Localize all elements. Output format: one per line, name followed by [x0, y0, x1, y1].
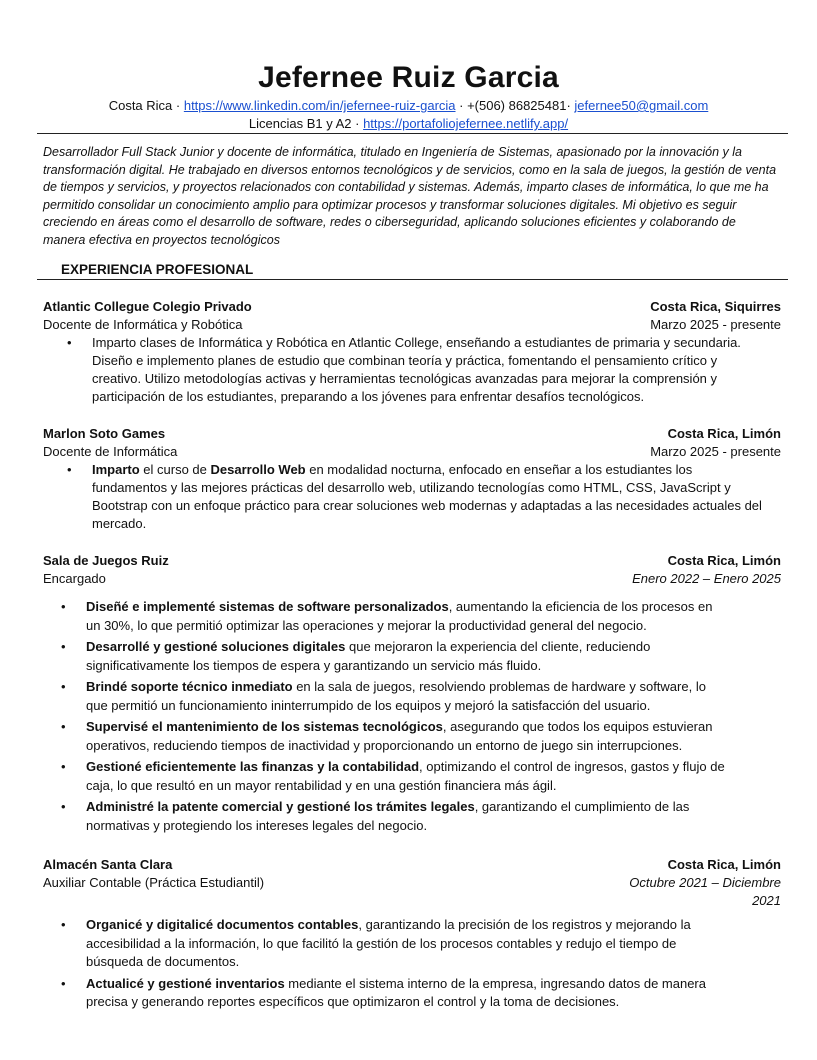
licenses-line	[0, 115, 817, 133]
bullet-bold-text: Supervisé el mantenimiento de los sistemas tecnológicos	[86, 719, 443, 734]
bullet-text: mediante el sistema interno de la empresa, ingresando datos de manera precisa y generando reportes específicos que optimizaron el control y la toma de decisiones.	[86, 975, 706, 1009]
bullet-icon: •	[67, 335, 72, 350]
bullet-text: Imparto clases de Informática y Robótica en Atlantic College, enseñando a estudiantes de primaria y secundaria. Diseño e implemento planes de estudio que combinan teoría y práctica, fomentando el pensamiento crítico y creativo. Utilizo metodologías activas y herramientas tecnológicas avanzadas para mejorar la comprensión y participación de los estudiantes, preparando a los jóvenes para enfrentar desafíos tecnológicos.	[92, 335, 741, 404]
bullet-text: , aumentando la eficiencia de los procesos en un 30%, lo que permitió optimizar las operaciones y mejorar la productividad general del negocio.	[86, 599, 713, 633]
bullet-icon: •	[61, 917, 66, 932]
bullet-text: , garantizando la precisión de los registros y mejorando la accesibilidad a la información, lo que facilitó la gestión de los procesos contables y redujo el tiempo de búsqueda de documentos.	[86, 917, 691, 969]
bullet-bold-text: Brindé soporte técnico inmediato	[86, 679, 293, 694]
header-divider	[37, 133, 788, 134]
job-location: Costa Rica, Siquirres	[650, 299, 781, 314]
job-entry	[43, 552, 781, 838]
section-title-experience: EXPERIENCIA PROFESIONAL	[61, 262, 254, 277]
bullet-text: , garantizando el cumplimiento de las normativas y protegiendo los intereses legales del negocio.	[86, 799, 690, 833]
bullet-icon: •	[67, 462, 72, 477]
bullet-bold-text: Administré la patente comercial y gestioné los trámites legales	[86, 799, 475, 814]
linkedin-link[interactable]: https://www.linkedin.com/in/jefernee-ruiz-garcia	[183, 98, 456, 113]
job-bullets	[43, 916, 781, 1012]
job-bullet	[43, 975, 781, 1012]
bullet-icon: •	[61, 599, 66, 614]
job-company: Sala de Juegos Ruiz	[43, 553, 169, 568]
candidate-name: Jefernee Ruiz Garcia	[258, 61, 559, 94]
bullet-bold-text: Organicé y digitalicé documentos contables	[86, 917, 359, 932]
job-bullet	[43, 598, 781, 635]
bullet-text: en la sala de juegos, resolviendo problemas de hardware y software, lo que permitió un funcionamiento ininterrumpido de los equipos y mejoró la satisfacción del usuario.	[86, 679, 706, 713]
bullet-bold-text: Actualicé y gestioné inventarios	[86, 975, 285, 991]
job-entry	[43, 298, 781, 406]
job-bullet	[43, 798, 781, 835]
job-location: Costa Rica, Limón	[667, 426, 781, 441]
job-role: Docente de Informática y Robótica	[43, 317, 243, 332]
bullet-text: , optimizando el control de ingresos, gastos y flujo de caja, lo que resultó en un mayor rentabilidad y en una gestión financiera más ágil.	[86, 759, 725, 793]
bullet-bold-text: Diseñé e implementé sistemas de software personalizados	[86, 599, 449, 614]
job-company: Atlantic Collegue Colegio Privado	[43, 299, 252, 314]
job-location: Costa Rica, Limón	[667, 553, 781, 568]
job-bullet	[43, 758, 781, 795]
job-bullet	[43, 638, 781, 675]
bullet-text: el curso de	[139, 462, 211, 477]
bullet-bold-text: Imparto	[92, 462, 140, 477]
job-dates: Enero 2022 – Enero 2025	[632, 571, 781, 586]
contact-line	[0, 97, 817, 115]
bullet-icon: •	[61, 639, 66, 654]
job-dates: Marzo 2025 - presente	[650, 444, 781, 459]
job-bullet	[43, 461, 781, 533]
job-role: Auxiliar Contable (Práctica Estudiantil)	[43, 875, 265, 890]
job-location: Costa Rica, Limón	[667, 857, 781, 872]
job-company: Marlon Soto Games	[43, 426, 166, 441]
job-bullet	[43, 718, 781, 755]
licenses-text: Licencias B1 y A2 ·	[248, 116, 364, 131]
job-entry	[43, 425, 781, 533]
bullet-icon: •	[61, 975, 66, 991]
bullet-bold-text: Desarrollo Web	[210, 462, 306, 477]
job-bullet	[43, 678, 781, 715]
job-bullet	[43, 916, 781, 972]
job-dates: Octubre 2021 – Diciembre	[629, 875, 781, 890]
job-bullets	[43, 334, 781, 406]
job-role: Docente de Informática	[43, 444, 178, 459]
contact-phone: · +(506) 86825481·	[455, 98, 575, 113]
bullet-text: en modalidad nocturna, enfocado en enseñar a los estudiantes los fundamentos y las mejores prácticas del desarrollo web, utilizando tecnologías como HTML, CSS, JavaScript y Bootstrap con un enfoque práctico para crear soluciones web modernas y adaptadas a las necesidades actuales del mercado.	[92, 462, 762, 531]
job-role: Encargado	[43, 571, 106, 586]
job-dates-continued: 2021	[752, 893, 781, 908]
bullet-icon: •	[61, 679, 66, 694]
job-bullets	[43, 461, 781, 533]
contact-location: Costa Rica ·	[108, 98, 184, 113]
job-bullets	[43, 598, 781, 835]
professional-summary: Desarrollador Full Stack Junior y docente de informática, titulado en Ingeniería de Sistemas, apasionado por la innovación y la transformación digital. He trabajado en diversos entornos tecnológicos y de servicios, como en la sala de juegos, la gestión de venta de tiempos y servicios, y proyectos relacionados con contabilidad y sistemas. Además, imparto clases de informática, lo que me ha permitido consolidar un conocimiento amplio para optimizar procesos y transformar soluciones digitales. Mi objetivo es seguir creciendo en áreas como el desarrollo de software, redes o ciberseguridad, aplicando soluciones eficientes y colaborando de manera efectiva en proyectos tecnológicos	[43, 145, 777, 247]
job-bullet	[43, 334, 781, 406]
bullet-bold-text: Desarrollé y gestioné soluciones digitales	[86, 639, 346, 654]
portfolio-link[interactable]: https://portafoliojefernee.netlify.app/	[363, 116, 569, 131]
bullet-text: , asegurando que todos los equipos estuvieran operativos, reduciendo tiempos de inactividad y proporcionando un entorno de juego sin interrupciones.	[86, 719, 713, 753]
bullet-bold-text: Gestioné eficientemente las finanzas y la contabilidad	[86, 759, 420, 774]
job-dates: Marzo 2025 - presente	[650, 317, 781, 332]
bullet-icon: •	[61, 719, 66, 734]
job-entry	[43, 856, 781, 1015]
bullet-icon: •	[61, 799, 66, 814]
bullet-text: que mejoraron la experiencia del cliente, reduciendo significativamente los tiempos de espera y garantizando un servicio más fluido.	[86, 639, 651, 673]
job-company: Almacén Santa Clara	[43, 857, 173, 872]
section-divider	[37, 279, 788, 280]
bullet-icon: •	[61, 759, 66, 774]
email-link[interactable]: jefernee50@gmail.com	[574, 98, 709, 113]
